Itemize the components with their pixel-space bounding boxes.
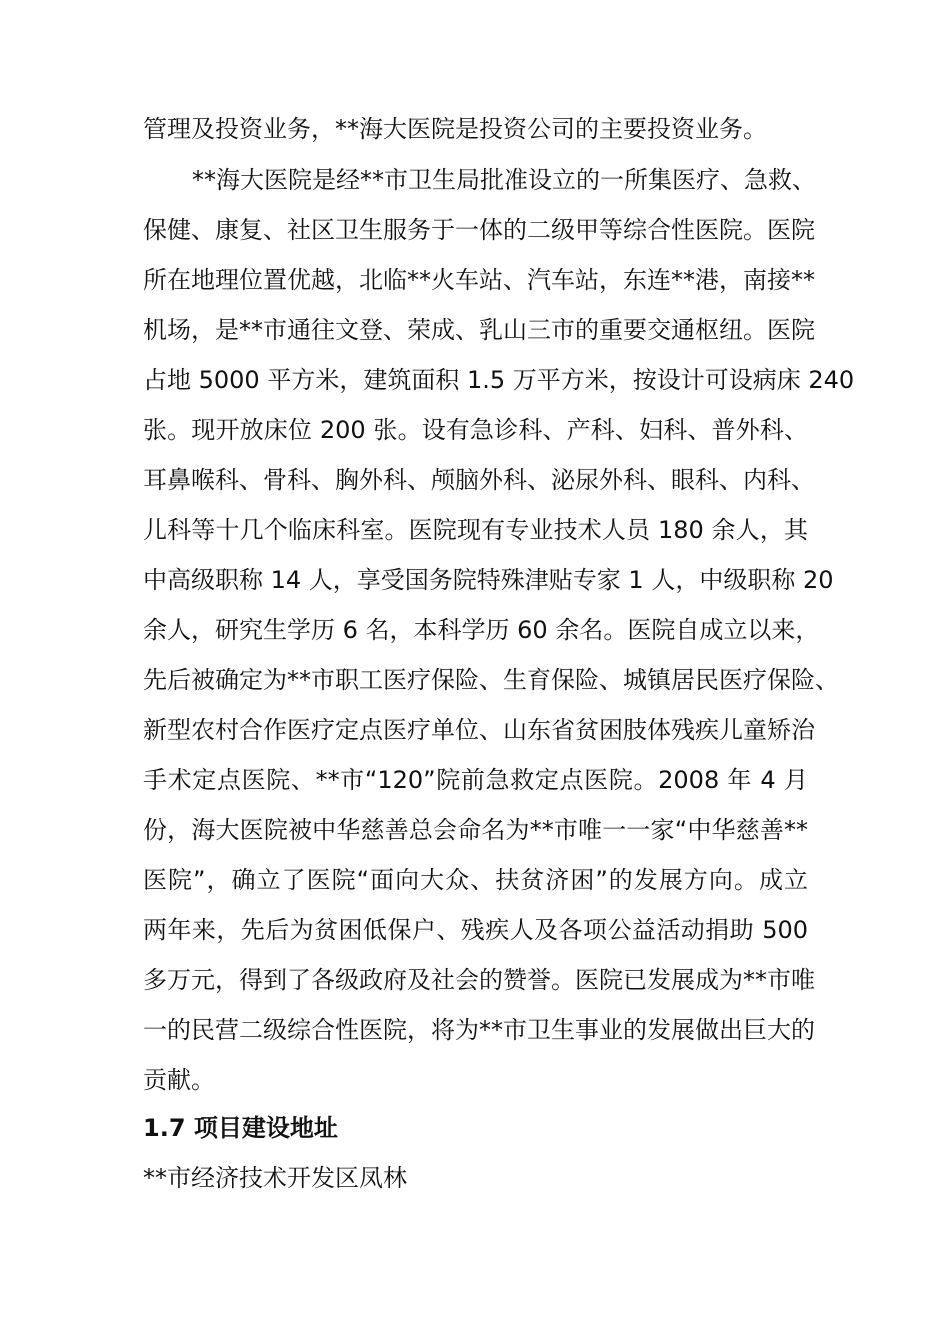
paragraph-line: 两年来，先后为贫困低保户、残疾人及各项公益活动捐助 500 [143, 916, 808, 944]
paragraph-line: **海大医院是经**市卫生局批准设立的一所集医疗、急救、 [192, 166, 816, 194]
paragraph-line: 管理及投资业务，**海大医院是投资公司的主要投资业务。 [143, 115, 767, 143]
section-body: **市经济技术开发区凤林 [143, 1164, 407, 1192]
paragraph-line: 机场，是**市通往文登、荣成、乳山三市的重要交通枢纽。医院 [143, 316, 815, 344]
paragraph-line: 多万元，得到了各级政府及社会的赞誉。医院已发展成为**市唯 [143, 966, 815, 994]
paragraph-line: 所在地理位置优越，北临**火车站、汽车站，东连**港，南接** [143, 266, 815, 294]
paragraph-line: 贡献。 [143, 1066, 215, 1094]
paragraph-line: 医院”，确立了医院“面向大众、扶贫济困”的发展方向。成立 [143, 866, 808, 894]
paragraph-line: 新型农村合作医疗定点医疗单位、山东省贫困肢体残疾儿童矫治 [143, 716, 815, 744]
paragraph-line: 儿科等十几个临床科室。医院现有专业技术人员 180 余人，其 [143, 516, 808, 544]
paragraph-line: 保健、康复、社区卫生服务于一体的二级甲等综合性医院。医院 [143, 216, 815, 244]
paragraph-line: 耳鼻喉科、骨科、胸外科、颅脑外科、泌尿外科、眼科、内科、 [143, 466, 815, 494]
section-heading: 1.7 项目建设地址 [143, 1114, 338, 1142]
paragraph-line: 余人，研究生学历 6 名，本科学历 60 余名。医院自成立以来， [143, 616, 820, 644]
paragraph-line: 张。现开放床位 200 张。设有急诊科、产科、妇科、普外科、 [143, 416, 808, 444]
paragraph-line: 占地 5000 平方米，建筑面积 1.5 万平方米，按设计可设病床 240 [143, 366, 855, 394]
paragraph-line: 先后被确定为**市职工医疗保险、生育保险、城镇居民医疗保险、 [143, 666, 839, 694]
paragraph-line: 份，海大医院被中华慈善总会命名为**市唯一一家“中华慈善** [143, 816, 808, 844]
paragraph-line: 手术定点医院、**市“120”院前急救定点医院。2008 年 4 月 [143, 766, 808, 794]
paragraph-line: 中高级职称 14 人，享受国务院特殊津贴专家 1 人，中级职称 20 [143, 566, 834, 594]
paragraph-line: 一的民营二级综合性医院，将为**市卫生事业的发展做出巨大的 [143, 1016, 815, 1044]
